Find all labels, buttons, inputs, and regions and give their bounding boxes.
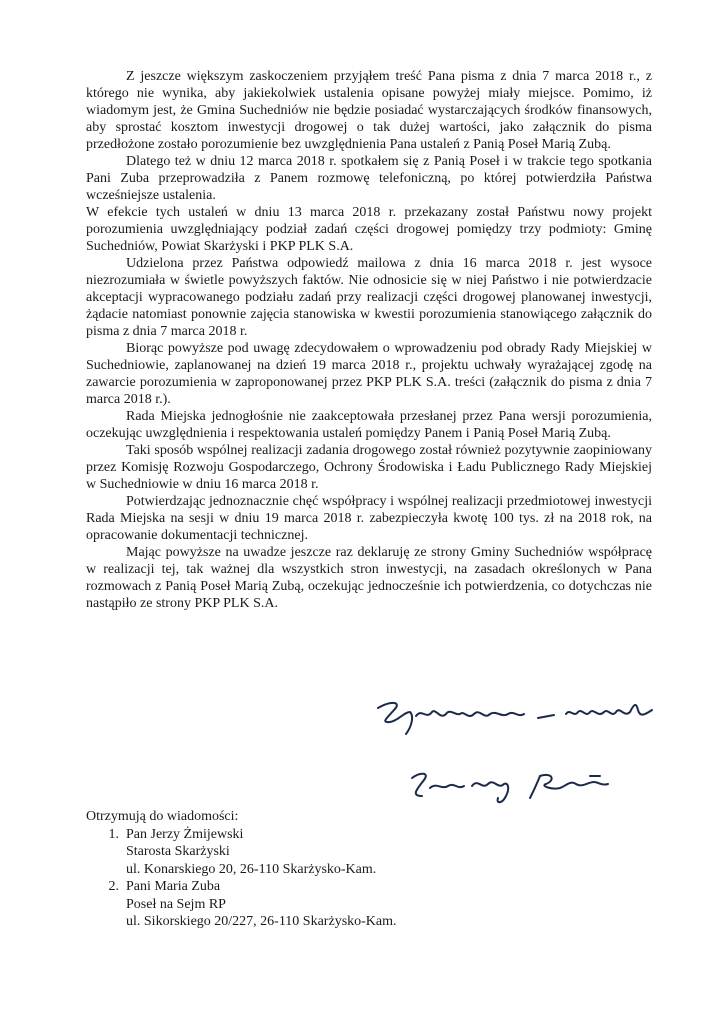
recipients-title: Otrzymują do wiadomości: (86, 809, 239, 824)
list-item (86, 826, 646, 879)
recipient-name: Pan Jerzy Żmijewski (126, 826, 244, 842)
handwritten-closing-signature (368, 690, 668, 740)
recipient-name: Pani Maria Zuba (126, 879, 221, 894)
paragraph: Taki sposób wspólnej realizacji zadania drogowego został również pozytywnie zaopiniowany przez Komisję Rozwoju Gospodarczego, Ochrony Środowiska i Ładu Publicznego Rady Miejskiej w Suchedniowie w dniu 16 marca 2018 r. (86, 443, 652, 492)
paragraph: W efekcie tych ustaleń w dniu 13 marca 2018 r. przekazany został Państwu nowy projekt porozumienia uwzględniający podział zadań części drogowej pomiędzy trzy podmioty: Gminę Suchedniów, Powiat Skarżyski i PKP PLK S.A. (86, 205, 652, 254)
list-number: 1. (108, 826, 119, 842)
list-number: 2. (108, 879, 119, 894)
paragraph: Rada Miejska jednogłośnie nie zaakceptowała przesłanej przez Pana wersji porozumienia, oczekując uwzględnienia i respektowania ustaleń pomiędzy Panem i Panią Poseł Marią Zubą. (86, 409, 652, 441)
letter-body (86, 68, 652, 612)
recipient-position: Starosta Skarżyski (126, 844, 230, 859)
paragraph: Potwierdzając jednoznacznie chęć współpracy i wspólnej realizacji przedmiotowej inwestycji Rada Miejska na sesji w dniu 19 marca 2018 r. zabezpieczyła kwotę 100 tys. zł na 2018 rok, na opracowanie dokumentacji technicznej. (86, 494, 652, 543)
list-item (86, 878, 646, 931)
paragraph: Z jeszcze większym zaskoczeniem przyjąłem treść Pana pisma z dnia 7 marca 2018 r., z którego nie wynika, aby jakiekolwiek ustalenia opisane powyżej miały miejsce. Pomimo, iż wiadomym jest, że Gmina Suchedniów nie będzie posiadać wystarczających środków finansowych, aby sprostać kosztom inwestycji drogowej o tak dużej wartości, jako załącznik do pisma przedłożone zostało porozumienie bez uwzględnienia Pana ustaleń z Panią Poseł Marią Zubą. (86, 69, 652, 152)
paragraph: Udzielona przez Państwa odpowiedź mailowa z dnia 16 marca 2018 r. jest wysoce niezrozumiała w świetle powyższych faktów. Nie odnosicie się w niej Państwo i nie potwierdzacie akceptacji wypracowanego podziału zadań przy realizacji części drogowej planowanej inwestycji, żądacie natomiast ponownie zajęcia stanowiska w kwestii porozumienia stanowiącego załącznik do pisma z dnia 7 marca 2018 r. (86, 256, 652, 339)
paragraph: Mając powyższe na uwadze jeszcze raz deklaruję ze strony Gminy Suchedniów współpracę w realizacji tej, tak ważnej dla wszystkich stron inwestycji, na zasadach określonych w Pana rozmowach z Panią Poseł Marią Zubą, oczekując jednocześnie ich potwierdzenia, co dotychczas nie nastąpiło ze strony PKP PLK S.A. (86, 545, 652, 611)
recipients-list (86, 826, 646, 931)
recipient-position: Poseł na Sejm RP (126, 896, 226, 912)
handwritten-name-signature (400, 760, 640, 810)
recipient-address: ul. Konarskiego 20, 26-110 Skarżysko-Kam. (126, 861, 377, 877)
recipient-address: ul. Sikorskiego 20/227, 26-110 Skarżysko-Kam. (126, 914, 397, 929)
paragraph: Dlatego też w dniu 12 marca 2018 r. spotkałem się z Panią Poseł i w trakcie tego spotkania Pani Zuba przeprowadziła z Panem rozmowę telefoniczną, po której potwierdziła Państwa wcześniejsze ustalenia. (86, 154, 652, 203)
paragraph: Biorąc powyższe pod uwagę zdecydowałem o wprowadzeniu pod obrady Rady Miejskiej w Suchedniowie, zaplanowanej na dzień 19 marca 2018 r., projektu uchwały wyrażającej zgodę na zawarcie porozumienia w zaproponowanej przez PKP PLK S.A. treści (załącznik do pisma z dnia 7 marca 2018 r.). (86, 341, 652, 407)
recipients-block (86, 808, 646, 931)
